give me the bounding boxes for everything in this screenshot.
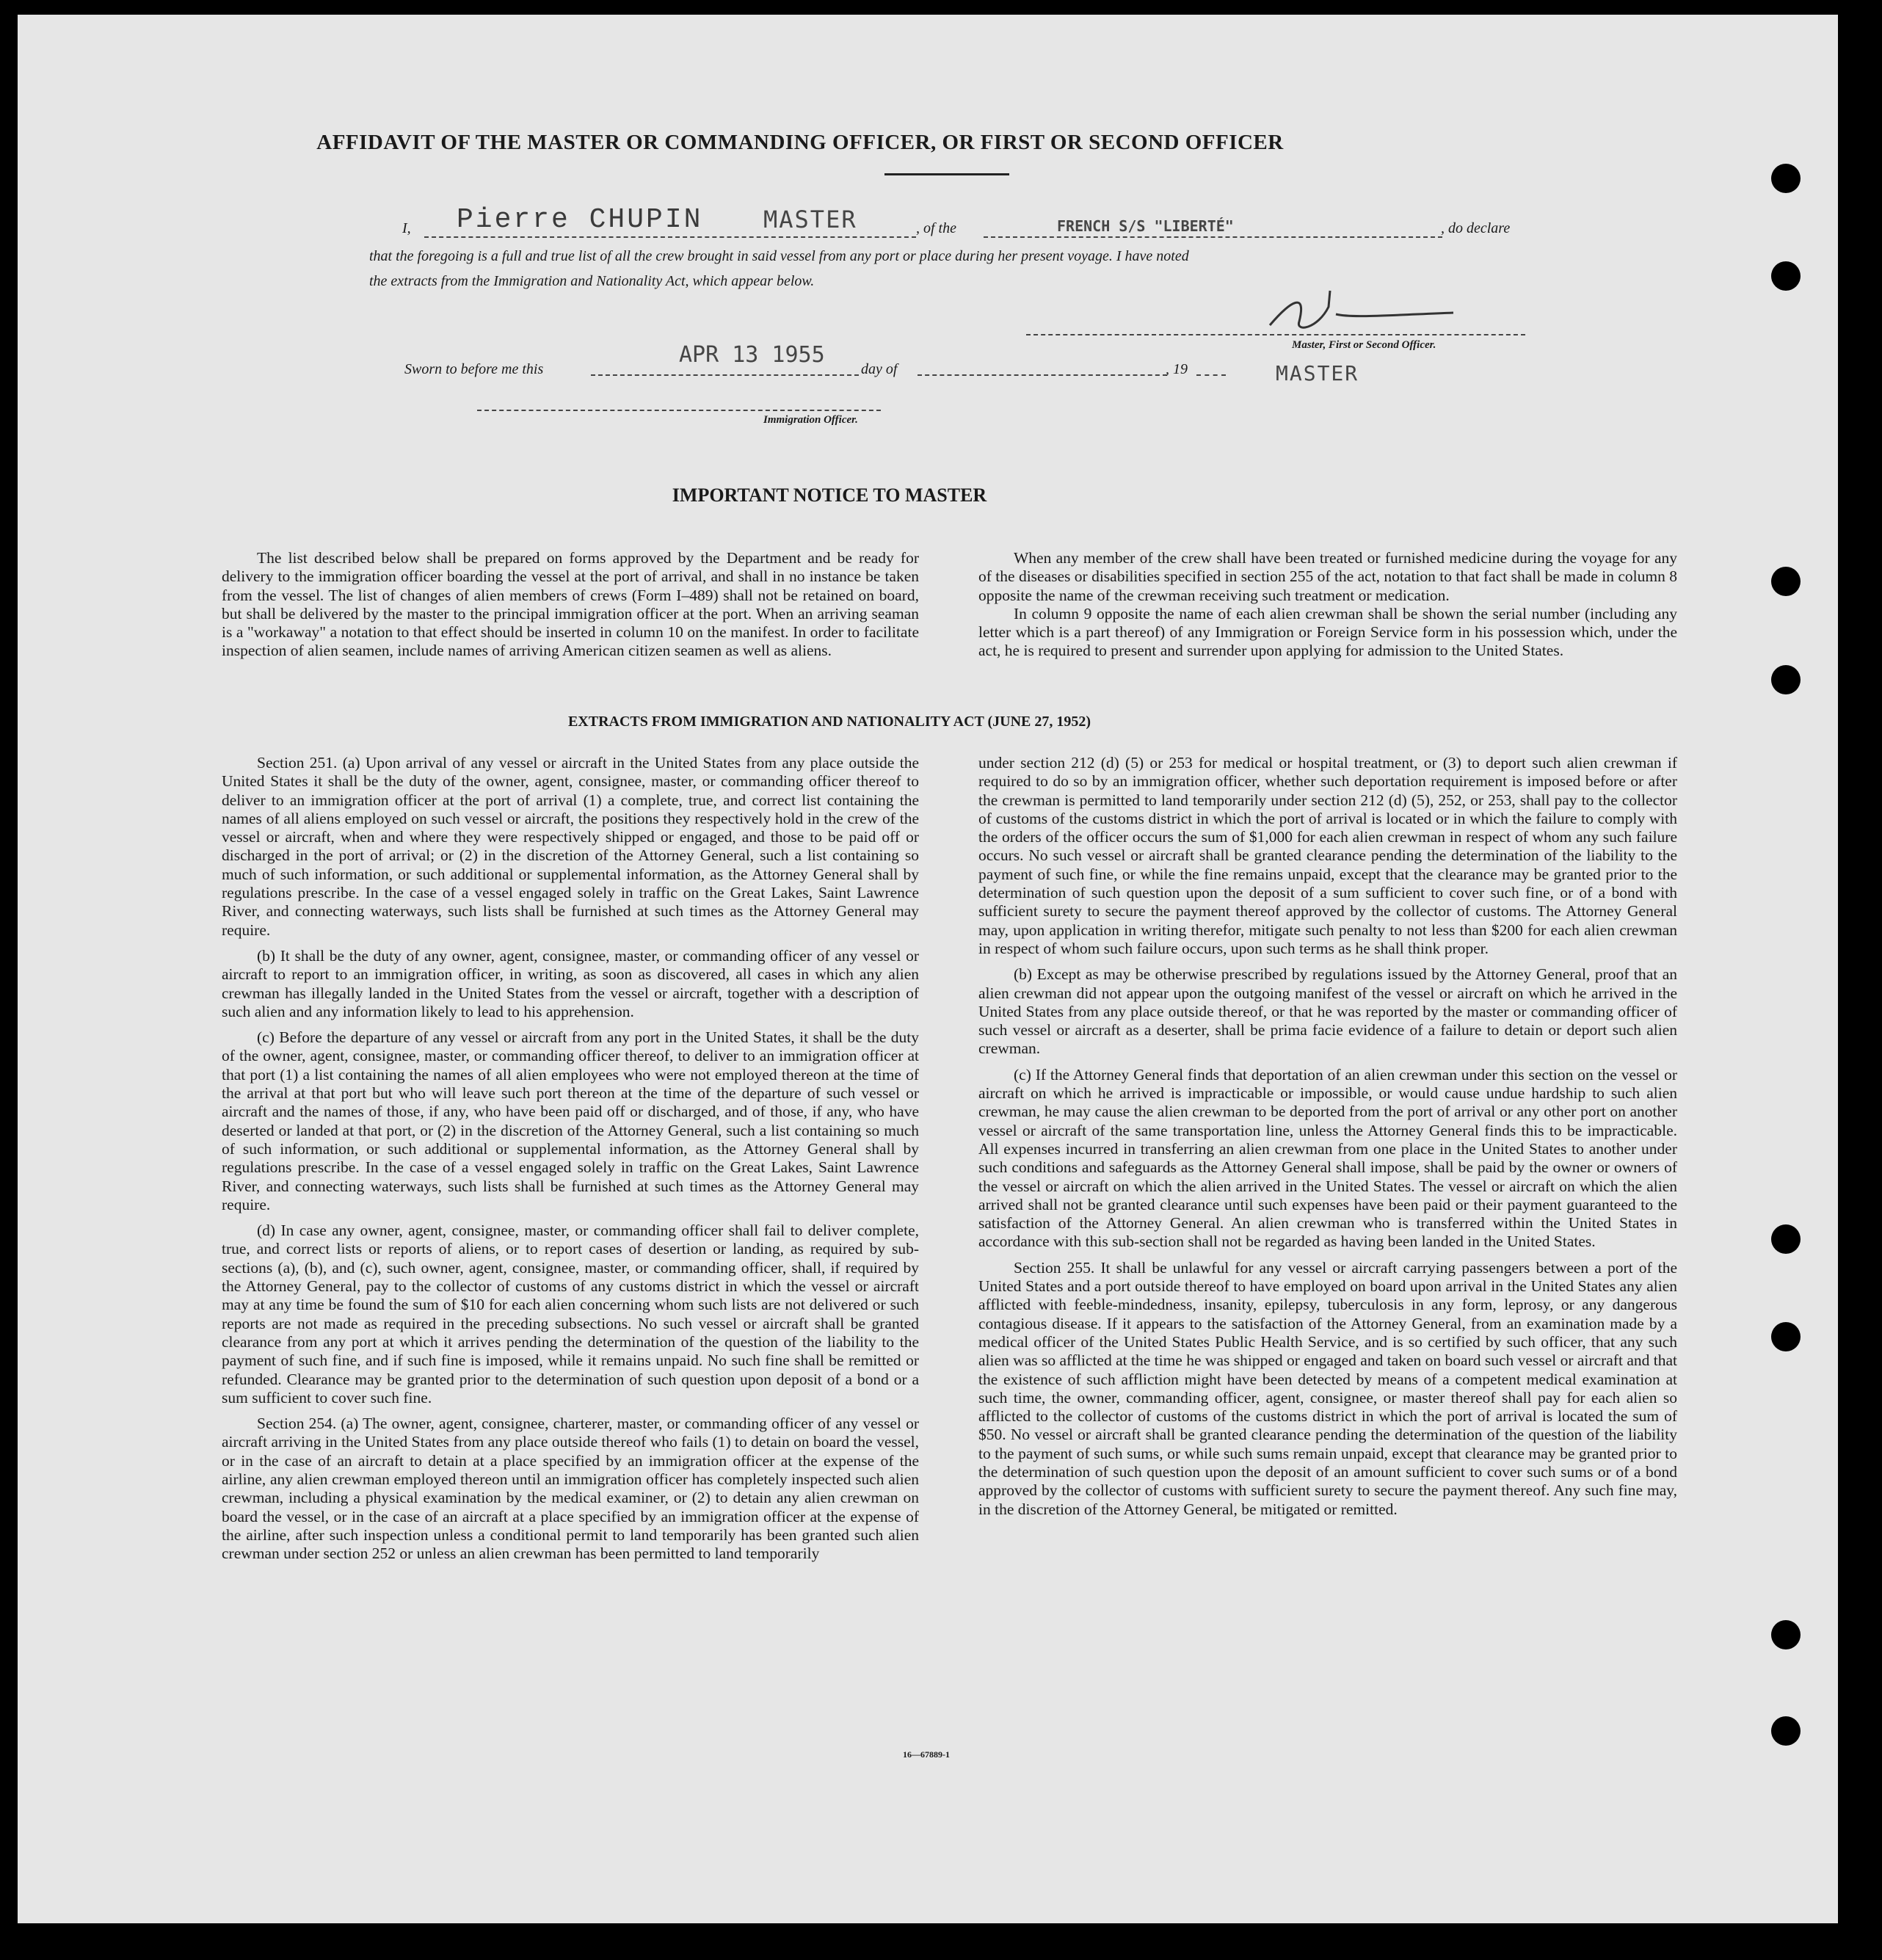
affidavit-title: AFFIDAVIT OF THE MASTER OR COMMANDING OFFICER, OR FIRST OR SECOND OFFICER: [316, 131, 1284, 154]
signature-label: Master, First or Second Officer.: [1292, 339, 1436, 351]
punch-hole: [1771, 665, 1801, 694]
i-label: I,: [402, 220, 411, 236]
sworn-day-line: [591, 374, 859, 376]
title-divider: [884, 173, 1009, 175]
punch-hole: [1771, 1322, 1801, 1351]
year-prefix: , 19: [1166, 361, 1188, 377]
signature-line: [1026, 334, 1525, 335]
day-of-label: day of: [861, 361, 898, 377]
declaration-line-1: that the foregoing is a full and true list of all the crew brought in said vessel from any port or place during her present voyage. I have noted: [369, 248, 1189, 264]
declaration-line-2: the extracts from the Immigration and Nationality Act, which appear below.: [369, 273, 815, 289]
form-number: 16—67889-1: [903, 1749, 950, 1760]
vessel-fill-line: [984, 236, 1442, 238]
punch-hole: [1771, 1620, 1801, 1649]
act-section-paragraph: Section 255. It shall be unlawful for any vessel or aircraft carrying passengers between a port of the United States and a port outside thereof to have employed on board upon arrival in the United States any alien afflicted with feeble-mindedness, insanity, epilepsy, tuberculosis in any form, leprosy, or any dangerous contagious disease. If it appears to the satisfaction of the Attorney General, from an examination made by a medical officer of the United States Public Health Service, and is so certified by such officer, that any such alien was so afflicted at the time he was shipped or engaged and taken on board such vessel or aircraft and that the existence of such affliction might have been detected by means of a competent medical examination at such time, the owner, commanding officer, agent, consignee, or master thereof shall pay for each alien so afflicted to the collector of customs of the customs district in which the port of arrival is located the sum of $50. No vessel or aircraft shall be granted clearance pending the determination of the question of the liability to the payment of such sums, or while such sums remain unpaid, except that clearance may be granted prior to the determination of such question upon the deposit of an amount sufficient to cover such sums or of a bond approved by the collector of customs with sufficient surety to secure the payment thereof. Any such fine may, in the discretion of the Attorney General, be mitigated or remitted.: [978, 1258, 1677, 1518]
year-line: [1196, 374, 1226, 376]
signature-stamp: MASTER: [1276, 361, 1359, 385]
name-fill-line: [424, 236, 916, 238]
notice-paragraph: When any member of the crew shall have been treated or furnished medicine during the voyage for any of the diseases or disabilities specified in section 255 of the act, notation to that fact shall be made in column 8 opposite the name of the crewman receiving such treatment or medication.: [978, 549, 1677, 604]
officer-label: Immigration Officer.: [763, 414, 858, 426]
notice-right-column: [978, 549, 1677, 668]
sworn-label: Sworn to before me this: [404, 361, 544, 377]
master-name-value: Pierre CHUPIN: [457, 204, 703, 236]
act-section-paragraph: (c) If the Attorney General finds that deportation of an alien crewman under this section on the vessel or aircraft on which he arrived is impracticable or impossible, or would cause undue hardship to such alien crewman, he may cause the alien crewman to be deported from the port of arrival or any other port on another vessel or aircraft of the same transportation line, unless the Attorney General finds this to be impracticable. All expenses incurred in transferring an alien crewman from one place in the United States to another under such conditions and safeguards as the Attorney General shall impose, shall be paid by the owner or owners of the vessel or aircraft on which the alien arrived in the United States. The vessel or aircraft on which the alien arrived shall not be granted clearance until such expenses have been paid or their payment guaranteed to the satisfaction of the Attorney General. An alien crewman who is transferred within the United States in accordance with this sub-section shall not be regarded as having been landed in the United States.: [978, 1065, 1677, 1251]
month-line: [918, 374, 1167, 376]
extracts-left-column: [222, 754, 919, 1570]
punch-hole: [1771, 1224, 1801, 1254]
notice-paragraph: In column 9 opposite the name of each alien crewman shall be shown the serial number (including any letter which is a part thereof) of any Immigration or Foreign Service form in his possession which, under the act, he is required to present and surrender upon applying for admission to the United States.: [978, 604, 1677, 660]
do-declare-label: , do declare: [1441, 220, 1511, 236]
rank-value: MASTER: [763, 206, 857, 233]
vessel-name-value: FRENCH S/S "LIBERTÉ": [1057, 217, 1234, 235]
act-section-paragraph: (b) Except as may be otherwise prescribed by regulations issued by the Attorney General, proof that an alien crewman did not appear upon the outgoing manifest of the vessel or aircraft on which he arrived in the United States from any place outside thereof, or that he was reported by the master or commanding officer of such vessel or aircraft as a deserter, shall be prima facie evidence of a failure to detain or deport such alien crewman.: [978, 965, 1677, 1058]
act-section-paragraph: under section 212 (d) (5) or 253 for medical or hospital treatment, or (3) to deport such alien crewman if required to do so by an immigration officer, whether such deportation requirement is imposed before or after the crewman is permitted to land temporarily under section 212 (d) (5), 252, or 253, shall pay to the collector of customs of the customs district in which the port of arrival is located or in which the failure to comply with the orders of the officer occurs the sum of $1,000 for each alien crewman in respect of whom any such failure occurs. No such vessel or aircraft shall be granted clearance pending the determination of the liability to the payment of such fine, or while the fine remains unpaid, except that the clearance may be granted prior to the determination of such question upon the deposit of a sum sufficient to cover such fine, or of a bond with sufficient surety to secure the payment thereof approved by the collector of customs. The Attorney General may, upon application in writing therefor, mitigate such penalty to not less than $200 for each alien crewman in respect of whom such failure occurs, upon such terms as he shall think proper.: [978, 754, 1677, 957]
sworn-date-stamp: APR 13 1955: [679, 342, 825, 368]
act-section-paragraph: Section 254. (a) The owner, agent, consignee, charterer, master, or commanding officer of any vessel or aircraft arriving in the United States from any place outside thereof who fails (1) to detain on board the vessel, or in the case of an aircraft to detain at a place specified by an immigration officer at the expense of the airline, any alien crewman employed thereon until an immigration officer has completely inspected such alien crewman, including a physical examination by the medical examiner, or (2) to detain any alien crewman on board the vessel, or in the case of an aircraft at a place specified by an immigration officer at the expense of the airline, after such inspection unless a conditional permit to land temporarily has been granted such alien crewman under section 252 or unless an alien crewman has been permitted to land temporarily: [222, 1415, 919, 1563]
punch-hole: [1771, 567, 1801, 596]
of-the-label: , of the: [916, 220, 956, 236]
punch-hole: [1771, 261, 1801, 291]
officer-signature-line: [477, 410, 881, 411]
act-section-paragraph: (b) It shall be the duty of any owner, agent, consignee, master, or commanding officer of any vessel or aircraft to report to an immigration officer, in writing, as soon as discovered, all cases in which any alien crewman has illegally landed in the United States from the vessel or aircraft, together with a description of such alien and any information likely to lead to his apprehension.: [222, 946, 919, 1020]
extracts-right-column: [978, 754, 1677, 1526]
extracts-title: EXTRACTS FROM IMMIGRATION AND NATIONALITY ACT (JUNE 27, 1952): [567, 714, 1091, 730]
act-section-paragraph: (d) In case any owner, agent, consignee, master, or commanding officer shall fail to deliver complete, true, and correct lists or reports of aliens, or to report cases of desertion or landing, as required by sub-sections (a), (b), and (c), such owner, agent, consignee, master, or commanding officer, shall, if required by the Attorney General, pay to the collector of customs of any customs district in which the vessel or aircraft may at any time be found the sum of $10 for each alien concerning whom such lists are not delivered or such reports are not made as required in the preceding subsections. No such vessel or aircraft shall be granted clearance from any port at which it arrives pending the determination of the question of the liability to the payment of such fine, and if such fine is imposed, while it remains unpaid. No such fine shall be remitted or refunded. Clearance may be granted prior to the determination of such question upon deposit of a bond or a sum sufficient to cover such fine.: [222, 1222, 919, 1407]
act-section-paragraph: Section 251. (a) Upon arrival of any vessel or aircraft in the United States from any place outside the United States it shall be the duty of the owner, agent, consignee, master, or commanding officer thereof to deliver to an immigration officer at the port of arrival (1) a complete, true, and correct list containing the names of all aliens employed on such vessel or aircraft, the positions they respectively hold in the crew of the vessel or aircraft, when and where they were respectively shipped or engaged, and those to be paid off or discharged in the port of arrival; or (2) in the discretion of the Attorney General, such a list containing so much of such information, or such additional or supplemental information, as the Attorney General shall by regulations prescribe. In the case of a vessel engaged solely in traffic on the Great Lakes, Saint Lawrence River, and connecting waterways, such lists shall be furnished at such times as the Attorney General may require.: [222, 754, 919, 939]
punch-hole: [1771, 164, 1801, 193]
notice-paragraph: The list described below shall be prepared on forms approved by the Department and be ready for delivery to the immigration officer boarding the vessel at the port of arrival, and shall in no instance be taken from the vessel. The list of changes of alien members of crews (Form I–489) shall not be retained on board, but shall be delivered by the master to the principal immigration officer at the port. When an arriving seaman is a "workaway" a notation to that effect should be inserted in column 10 on the manifest. In order to facilitate inspection of alien seamen, include names of arriving American citizen seamen as well as aliens.: [222, 549, 919, 660]
punch-hole: [1771, 1716, 1801, 1746]
notice-title: IMPORTANT NOTICE TO MASTER: [672, 484, 987, 506]
notice-left-column: [222, 549, 919, 668]
act-section-paragraph: (c) Before the departure of any vessel or aircraft from any port in the United States, it shall be the duty of the owner, agent, consignee, master, or commanding officer thereof, to deliver to an immigration officer at that port (1) a list containing the names of all alien employees who were not employed thereon at the time of the arrival at that port but who will leave such port thereon at the time of the departure of such vessel or aircraft and the names of those, if any, who have been paid off or discharged, and of those, if any, who have deserted or landed at that port, or (2) in the discretion of the Attorney General, such a list containing so much of such information, or such additional or supplemental information, as the Attorney General shall by regulations prescribe. In the case of a vessel engaged solely in traffic on the Great Lakes, Saint Lawrence River, and connecting waterways, such lists shall be furnished at such times as the Attorney General may require.: [222, 1028, 919, 1213]
